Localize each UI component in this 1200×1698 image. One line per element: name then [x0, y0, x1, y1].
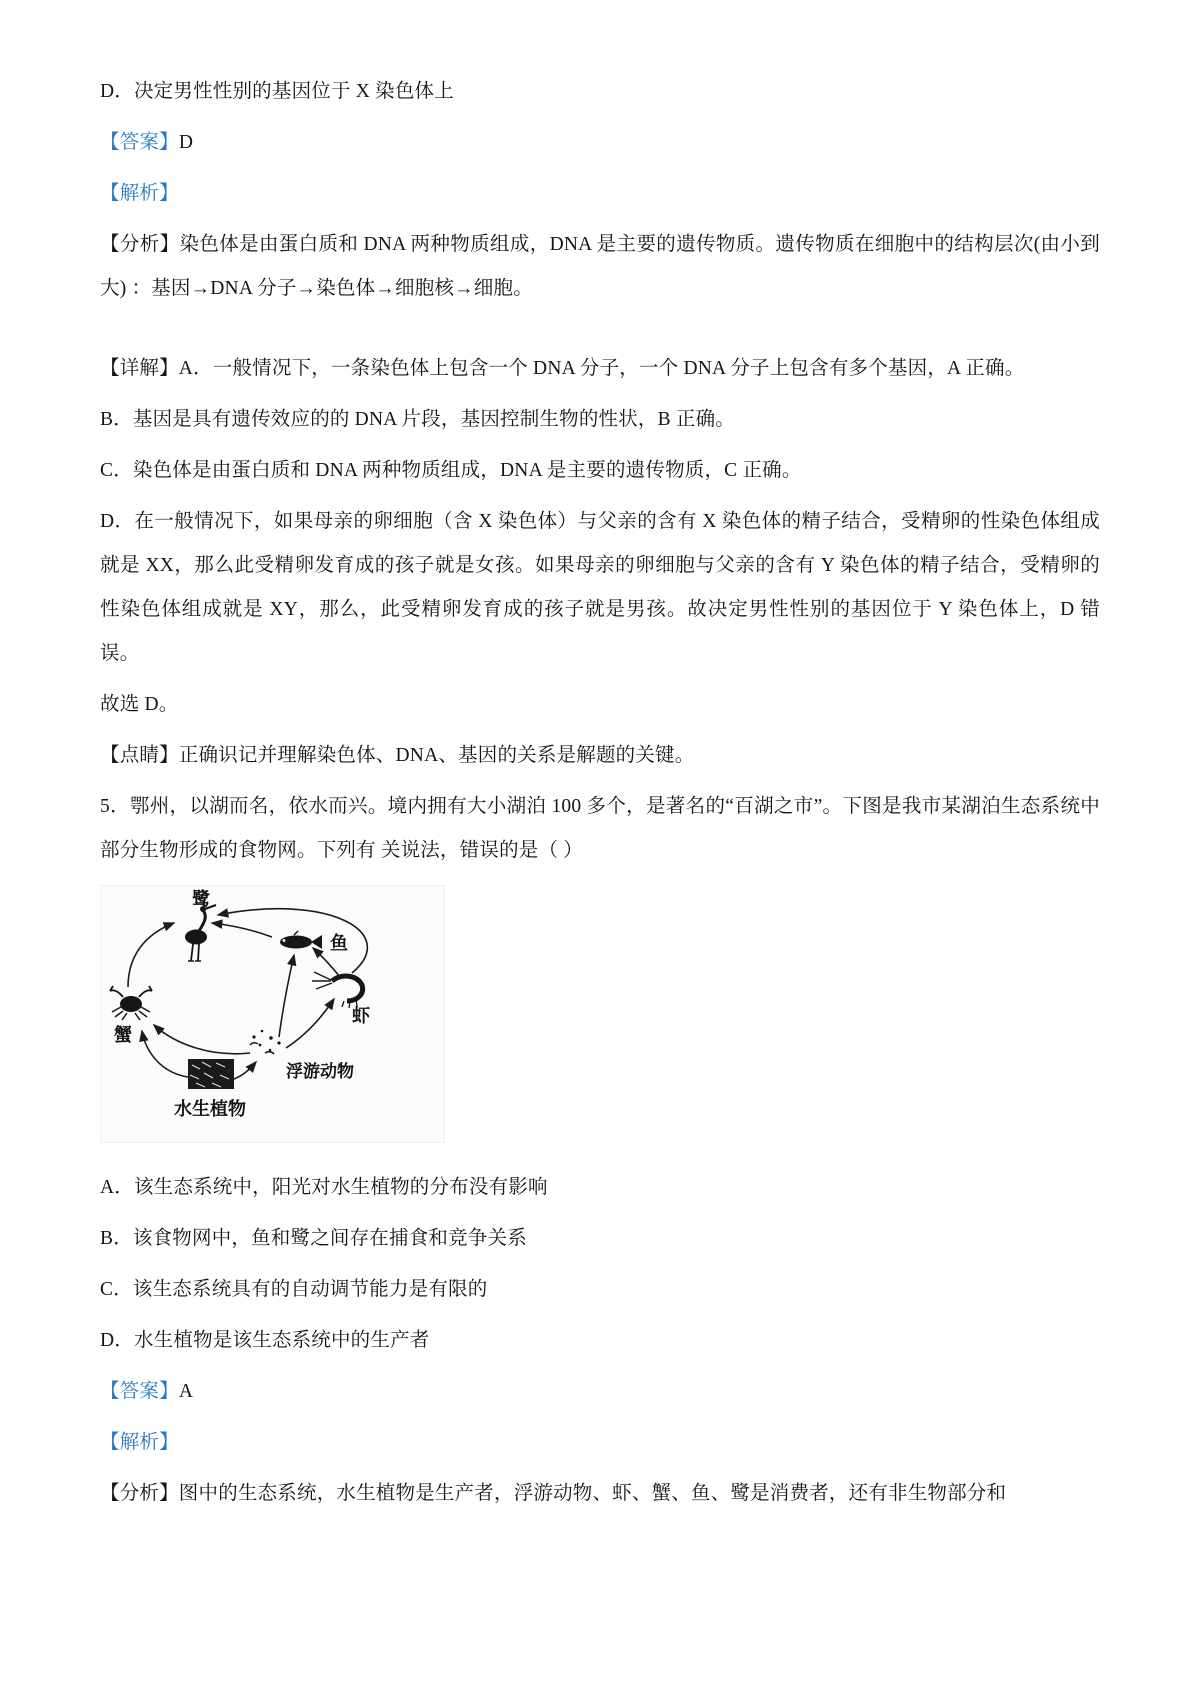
- q5-option-c: C．该生态系统具有的自动调节能力是有限的: [100, 1279, 488, 1300]
- aquatic-plants-icon: [188, 1059, 234, 1089]
- figure-background: [100, 885, 445, 1143]
- q4-choose-line: 故选 D。: [100, 694, 179, 715]
- jiexi-tag: 【解析】: [100, 183, 179, 204]
- food-web-figure: [100, 885, 1100, 1148]
- jiexi-tag: 【解析】: [100, 1432, 179, 1453]
- q5-answer-value: A: [178, 1381, 194, 1402]
- q5-fenxi-paragraph: 【分析】图中的生态系统，水生植物是生产者，浮游动物、虾、蟹、鱼、鹭是消费者，还有非生物部分和: [100, 1483, 1007, 1504]
- diagram-label-zooplankton: 浮游动物: [286, 1062, 354, 1081]
- q4-jiexi-line: [100, 172, 1100, 216]
- q5-option-d: D．水生植物是该生态系统中的生产者: [100, 1330, 430, 1351]
- q5-jiexi-line: [100, 1421, 1100, 1465]
- diagram-label-plants: 水生植物: [174, 1099, 246, 1119]
- q5-answer-line: [100, 1370, 1100, 1414]
- food-web-svg: [100, 885, 445, 1143]
- q4-fenxi-paragraph: 【分析】染色体是由蛋白质和 DNA 两种物质组成，DNA 是主要的遗传物质。遗传物质在细胞中的结构层次(由小到大) ：基因→DNA 分子→染色体→细胞核→细胞。: [100, 234, 1100, 299]
- answer-tag: 【答案】: [100, 1381, 179, 1402]
- answer-tag: 【答案】: [100, 132, 179, 153]
- diagram-label-heron: 鹭: [192, 889, 210, 909]
- q4-xiangjie-a: 【详解】A．一般情况下，一条染色体上包含一个 DNA 分子，一个 DNA 分子上包含有多个基因，A 正确。: [100, 358, 1025, 379]
- q4-dianjing-line: 【点睛】正确识记并理解染色体、DNA、基因的关系是解题的关键。: [100, 745, 695, 766]
- diagram-label-shrimp: 虾: [352, 1006, 370, 1026]
- q4-answer-line: [100, 121, 1100, 165]
- q4-option-d: D．决定男性性别的基因位于 X 染色体上: [100, 81, 454, 102]
- q5-option-a: A．该生态系统中，阳光对水生植物的分布没有影响: [100, 1177, 548, 1198]
- food-web-image: [100, 885, 445, 1148]
- q4-answer-value: D: [178, 132, 194, 153]
- q4-xiangjie-b: B．基因是具有遗传效应的的 DNA 片段，基因控制生物的性状，B 正确。: [100, 409, 736, 430]
- q4-xiangjie-d: D．在一般情况下，如果母亲的卵细胞（含 X 染色体）与父亲的含有 X 染色体的精子结合，受精卵的性染色体组成就是 XX，那么此受精卵发育成的孩子就是女孩。如果母亲的卵细胞与父亲的含有 Y 染色体的精子结合，受精卵的性染色体组成就是 XY，那么，此受精卵发育成的孩子就是男孩。故决定男性性别的基因位于 Y 染色体上，D 错误。: [100, 511, 1100, 664]
- diagram-label-fish: 鱼: [330, 933, 348, 953]
- q4-xiangjie-c: C．染色体是由蛋白质和 DNA 两种物质组成，DNA 是主要的遗传物质，C 正确。: [100, 460, 802, 481]
- q5-option-b: B．该食物网中，鱼和鹭之间存在捕食和竞争关系: [100, 1228, 527, 1249]
- diagram-label-crab: 蟹: [114, 1025, 132, 1045]
- q5-stem: 5．鄂州，以湖而名，依水而兴。境内拥有大小湖泊 100 多个，是著名的“百湖之市”。下图是我市某湖泊生态系统中部分生物形成的食物网。下列有 关说法，错误的是（ ）: [100, 796, 1100, 861]
